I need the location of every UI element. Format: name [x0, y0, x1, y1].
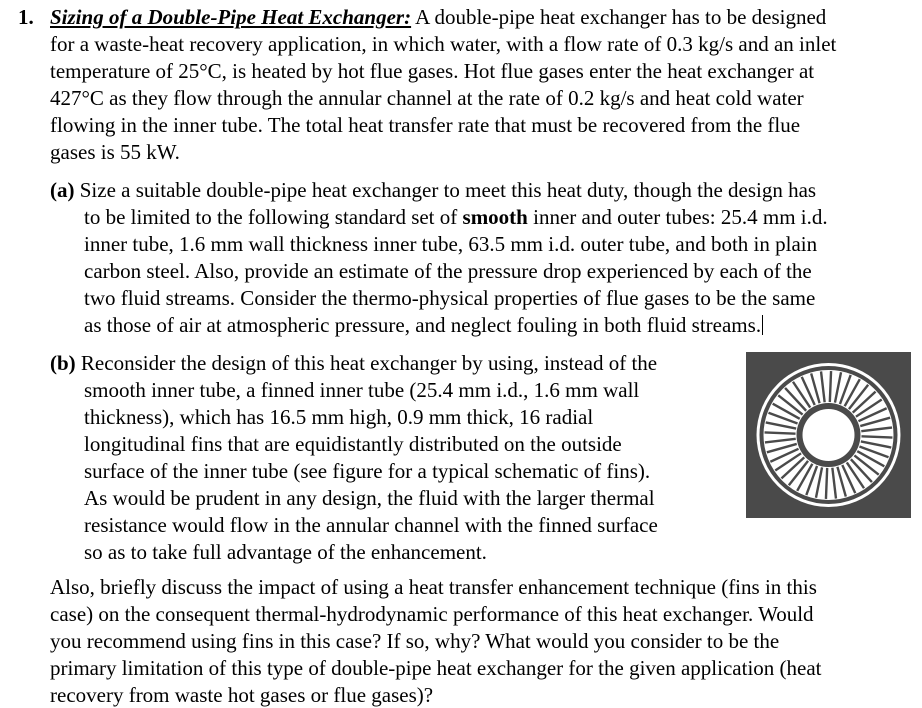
part-a-line-5: two fluid streams. Consider the thermo-physical properties of flue gases to be the same — [84, 286, 816, 310]
finned-tube-figure — [746, 352, 911, 518]
question-intro-line-4: 427°C as they flow through the annular channel at the rate of 0.2 kg/s and heat cold water — [50, 86, 804, 110]
inner-tube-bore — [803, 409, 855, 461]
part-a-line-1: (a) Size a suitable double-pipe heat exchanger to meet this heat duty, though the design has — [50, 178, 817, 202]
part-b-line-8: so as to take full advantage of the enhancement. — [84, 540, 487, 564]
part-a-line-3: inner tube, 1.6 mm wall thickness inner tube, 63.5 mm i.d. outer tube, and both in plain — [84, 232, 818, 256]
part-b-label: (b) — [50, 351, 76, 375]
emphasis-smooth: smooth — [462, 205, 528, 229]
question-number: 1. — [18, 5, 34, 29]
part-b-line-4: longitudinal fins that are equidistantly distributed on the outside — [84, 432, 622, 456]
part-b-line-6: As would be prudent in any design, the fluid with the larger thermal — [84, 486, 655, 510]
question-intro-line-2: for a waste-heat recovery application, in which water, with a flow rate of 0.3 kg/s and an inlet — [50, 32, 837, 56]
part-b-line-7: resistance would flow in the annular channel with the finned surface — [84, 513, 658, 537]
closing-line-3: you recommend using fins in this case? If so, why? What would you consider to be the — [50, 629, 780, 653]
part-a-line-2: to be limited to the following standard set of smooth inner and outer tubes: 25.4 mm i.d. — [84, 205, 828, 229]
text-cursor — [762, 315, 763, 335]
closing-line-4: primary limitation of this type of double-pipe heat exchanger for the given application (heat — [50, 656, 822, 680]
closing-line-2: case) on the consequent thermal-hydrodynamic performance of this heat exchanger. Would — [50, 602, 814, 626]
question-intro-line-3: temperature of 25°C, is heated by hot flue gases. Hot flue gases enter the heat exchanger at — [50, 59, 815, 83]
part-b-line-3: thickness), which has 16.5 mm high, 0.9 mm thick, 16 radial — [84, 405, 594, 429]
question-intro-line-5: flowing in the inner tube. The total heat transfer rate that must be recovered from the flue — [50, 113, 801, 137]
part-a-label: (a) — [50, 178, 75, 202]
part-b-line-5: surface of the inner tube (see figure for a typical schematic of fins). — [84, 459, 651, 483]
part-b-line-2: smooth inner tube, a finned inner tube (25.4 mm i.d., 1.6 mm wall — [84, 378, 640, 402]
closing-line-1: Also, briefly discuss the impact of using a heat transfer enhancement technique (fins in this — [50, 575, 817, 599]
fin — [765, 432, 796, 433]
part-a-line-6: as those of air at atmospheric pressure, and neglect fouling in both fluid streams. — [84, 313, 762, 337]
question-intro-line-1: Sizing of a Double-Pipe Heat Exchanger: A double-pipe heat exchanger has to be designed — [50, 5, 827, 29]
question-intro-line-6: gases is 55 kW. — [50, 140, 180, 164]
part-a-line-4: carbon steel. Also, provide an estimate of the pressure drop experienced by each of the — [84, 259, 812, 283]
question-title: Sizing of a Double-Pipe Heat Exchanger: — [50, 5, 412, 29]
fin — [826, 468, 827, 499]
closing-line-5: recovery from waste hot gases or flue gases)? — [50, 683, 434, 707]
fin — [830, 371, 831, 402]
fin — [861, 436, 892, 437]
part-b-line-1: (b) Reconsider the design of this heat exchanger by using, instead of the — [50, 351, 658, 375]
